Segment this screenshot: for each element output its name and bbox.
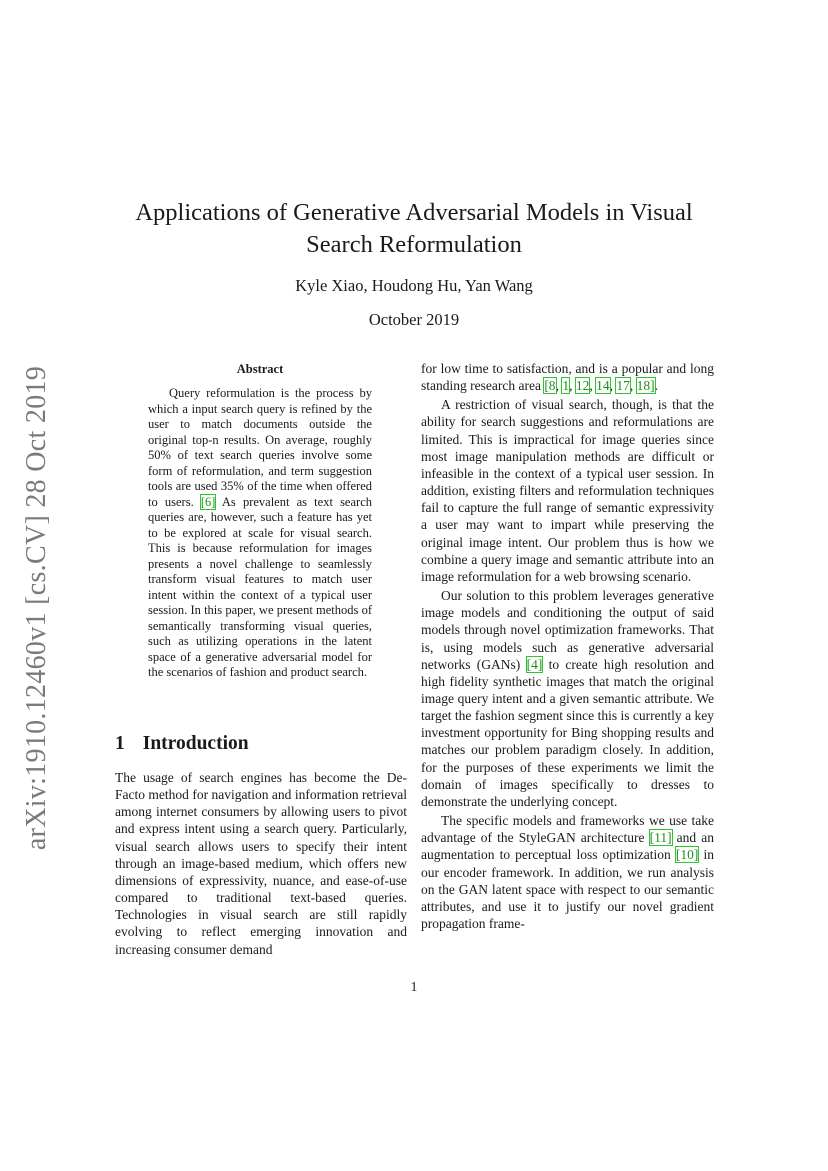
right-column xyxy=(421,360,714,934)
citation-link[interactable]: [8 xyxy=(544,378,556,394)
intro-text: to create high resolution and high fidelity synthetic images that match the original image query intent and a given semantic attribute. We target the fashion segment since this is currently a key investment opportunity for Bing shopping results and matches our problem paradigm closely. In addition, for the purposes of these experiments we limit the domain of images specifically to dresses to demonstrate the underlying concept. xyxy=(421,656,715,809)
citation-link[interactable]: 14 xyxy=(596,378,610,394)
intro-text: . xyxy=(654,378,658,394)
citation-link[interactable]: 12 xyxy=(575,378,590,394)
citation-link[interactable]: 17 xyxy=(616,378,630,394)
citation-link[interactable]: 1 xyxy=(562,378,570,394)
abstract-text-part2: As prevalent as text search queries are, however, such a feature has yet to be explored at scale for visual search. This is because reformulation for images presents a novel challenge to seamlessly transform visual features to match user intent within the context of a typical user session. In this paper, we present methods of semantically transforming visual queries, such as utilizing operations in the latent space of a generative adversarial model for the scenarios of fashion and product search. xyxy=(148,494,372,679)
abstract-heading: Abstract xyxy=(236,362,284,376)
intro-text: for low time to satisfaction, and is a popular and long standing research area xyxy=(421,361,714,394)
arxiv-identifier-text: arXiv:1910.12460v1 [cs.CV] 28 Oct 2019 xyxy=(21,365,52,851)
page-number: 1 xyxy=(410,979,418,994)
paper-date: October 2019 xyxy=(368,310,460,329)
intro-text: and an augmentation to perceptual loss optimization xyxy=(421,830,714,863)
section-title: Introduction xyxy=(142,733,249,754)
intro-paragraph-1-continued: for low time to satisfaction, and is a popular and long standing research area [8, 1, 12, 14, 17, 18]. xyxy=(421,361,714,394)
intro-paragraph-1: The usage of search engines has become the De-Facto method for navigation and information retrieval among internet consumers by allowing users to pivot and express intent using a search query. Particularly, visual search allows users to specify their intent through an image-based medium, which offers new dimensions of expressivity, nuance, and ease-of-use compared to traditional text-based queries. Technologies in visual search are still rapidly evolving to reflect emerging innovation and increasing consumer demand xyxy=(115,770,407,957)
section-number: 1 xyxy=(115,733,125,754)
intro-paragraph-4 xyxy=(421,812,714,932)
arxiv-identifier xyxy=(18,366,56,850)
citation-link[interactable]: [4] xyxy=(526,656,543,672)
intro-paragraph-3 xyxy=(421,587,714,810)
citation-link[interactable]: [10] xyxy=(675,847,699,863)
paper-authors: Kyle Xiao, Houdong Hu, Yan Wang xyxy=(295,276,533,295)
section-heading-introduction xyxy=(115,733,249,755)
abstract-body xyxy=(148,386,372,681)
intro-text: The specific models and frameworks we use take advantage of the StyleGAN architecture xyxy=(421,813,714,846)
intro-paragraph-2: A restriction of visual search, though, is that the ability for search suggestions and reformulations are limited. This is impractical for image queries since most image manipulation methods are difficult or infeasible in the context of a typical user session. In addition, existing filters and reformulation techniques fail to capture the full range of semantic expressivity a user may want to impart while preserving the original image intent. Our problem thus is how we combine a query image and semantic attribute into an image reformulation for a web browsing scenario. xyxy=(421,397,714,584)
citation-link[interactable]: [11] xyxy=(649,830,672,846)
intro-text: in our encoder framework. In addition, we run analysis on the GAN latent space with respect to our semantic attributes, and use it to justify our novel gradient propagation frame- xyxy=(421,847,714,931)
intro-text: Our solution to this problem leverages generative image models and conditioning the output of said models through novel optimization frameworks. That is, using models such as generative adversarial networks (GANs) xyxy=(421,588,714,672)
citation-link[interactable]: 18] xyxy=(636,378,655,394)
citation-link[interactable]: [6] xyxy=(200,494,216,509)
abstract-text-part1: Query reformulation is the process by which a input search query is refined by the user to match documents outside the original top-n results. On average, roughly 50% of text search queries involve some form of reformulation, and term suggestion tools are used 35% of the time when offered to users. xyxy=(148,386,372,509)
paper-title: Applications of Generative Adversarial Models in Visual Search Reformulation xyxy=(135,199,693,258)
